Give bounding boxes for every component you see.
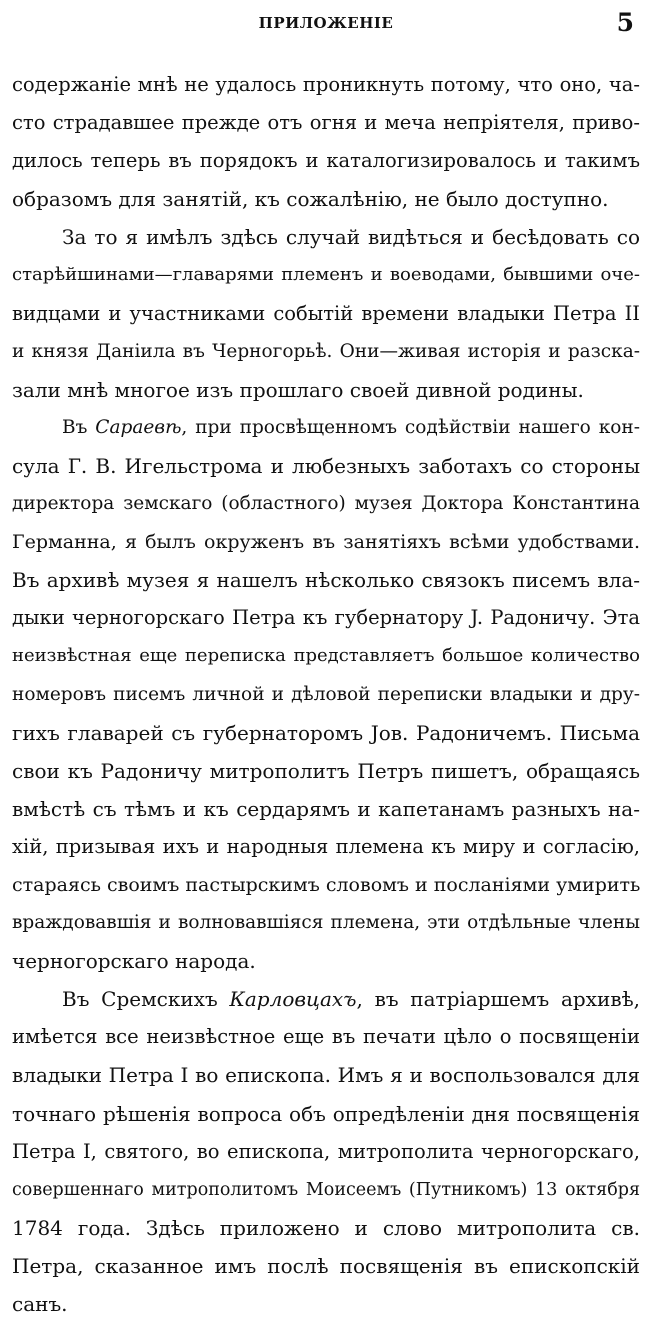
text-line: зали мнѣ многое изъ прошлаго своей дивной родины. [12, 377, 584, 402]
text-fragment: Въ [62, 416, 96, 438]
text-line: сто страдавшее прежде отъ огня и меча непріятеля, приво- [12, 111, 640, 135]
text-line: владыки Петра I во епископа. Имъ я и воспользовался для [12, 1063, 640, 1088]
text-line: Петра, сказанное имъ послѣ посвященія въ епископскій [12, 1253, 640, 1278]
text-line: свои къ Радоничу митрополитъ Петръ пишетъ, обращаясь [12, 758, 640, 783]
text-line: имѣется все неизвѣстное еще въ печати цѣло о посвященіи [12, 1025, 640, 1049]
text-line: неизвѣстная еще переписка представляетъ большое количество [12, 645, 640, 667]
text-line [12, 980, 640, 1018]
text-line: видцами и участниками событій времени владыки Петра II [12, 301, 640, 325]
text-line: номеровъ писемъ личной и дѣловой переписки владыки и дру- [12, 683, 640, 705]
text-line: 1784 года. Здѣсь приложено и слово митрополита св. [12, 1215, 640, 1240]
running-head [0, 8, 652, 44]
text-line: стараясь своимъ пастырскимъ словомъ и посланіями умирить [12, 873, 640, 896]
text-line: дилось теперь въ порядокъ и каталогизировалось и такимъ [12, 149, 640, 173]
text-line: совершеннаго митрополитомъ Моисеемъ (Путникомъ) 13 октября [12, 1179, 640, 1200]
text-line [12, 409, 640, 447]
place-name: Сараевѣ [95, 416, 182, 438]
text-line: содержаніе мнѣ не удалось проникнуть потому, что оно, ча- [12, 73, 640, 96]
text-line: гихъ главарей съ губернаторомъ Jов. Радоничемъ. Письма [12, 720, 640, 745]
place-name: Карловцахъ [229, 987, 357, 1012]
text-fragment: Въ Сремскихъ [62, 987, 230, 1012]
text-line: санъ. [12, 1292, 68, 1316]
text-line: старѣйшинами—главарями племенъ и воеводами, бывшими оче- [12, 264, 640, 286]
body-text [12, 66, 640, 1323]
text-line: и князя Даніила въ Черногорьѣ. Они—живая исторія и разска- [12, 340, 640, 362]
text-line: черногорскаго народа. [12, 949, 256, 974]
text-line: хій, призывая ихъ и народныя племена къ миру и согласію, [12, 834, 640, 858]
text-fragment: , при просвѣщенномъ содѣйствіи нашего кон- [181, 416, 640, 438]
text-line: образомъ для занятій, къ сожалѣнію, не было доступно. [12, 187, 609, 212]
text-line: директора земскаго (областного) музея Доктора Константина [12, 493, 640, 515]
text-line: вмѣстѣ съ тѣмъ и къ сердарямъ и капетанамъ разныхъ на- [12, 796, 640, 821]
text-line: точнаго рѣшенія вопроса объ опредѣленіи дня посвященія [12, 1101, 640, 1126]
text-line: сула Г. В. Игельстрома и любезныхъ заботахъ со стороны [12, 453, 640, 478]
running-title: ПРИЛОЖЕНІЕ [258, 14, 394, 32]
text-line: Въ архивѣ музея я нашелъ нѣсколько связокъ писемъ вла- [12, 568, 640, 593]
page-number: 5 [616, 8, 634, 37]
text-line: Петра I, святого, во епископа, митрополита черногорскаго, [12, 1139, 640, 1163]
text-line: враждовавшія и волновавшіяся племена, эти отдѣльные члены [12, 912, 640, 934]
text-line: За то я имѣлъ здѣсь случай видѣться и бесѣдовать со [62, 225, 640, 250]
text-line: Германна, я былъ окруженъ въ занятіяхъ всѣми удобствами. [12, 531, 640, 554]
text-fragment: , въ патріаршемъ архивѣ, [356, 987, 640, 1012]
text-line: дыки черногорскаго Петра къ губернатору J. Радоничу. Эта [12, 606, 640, 630]
